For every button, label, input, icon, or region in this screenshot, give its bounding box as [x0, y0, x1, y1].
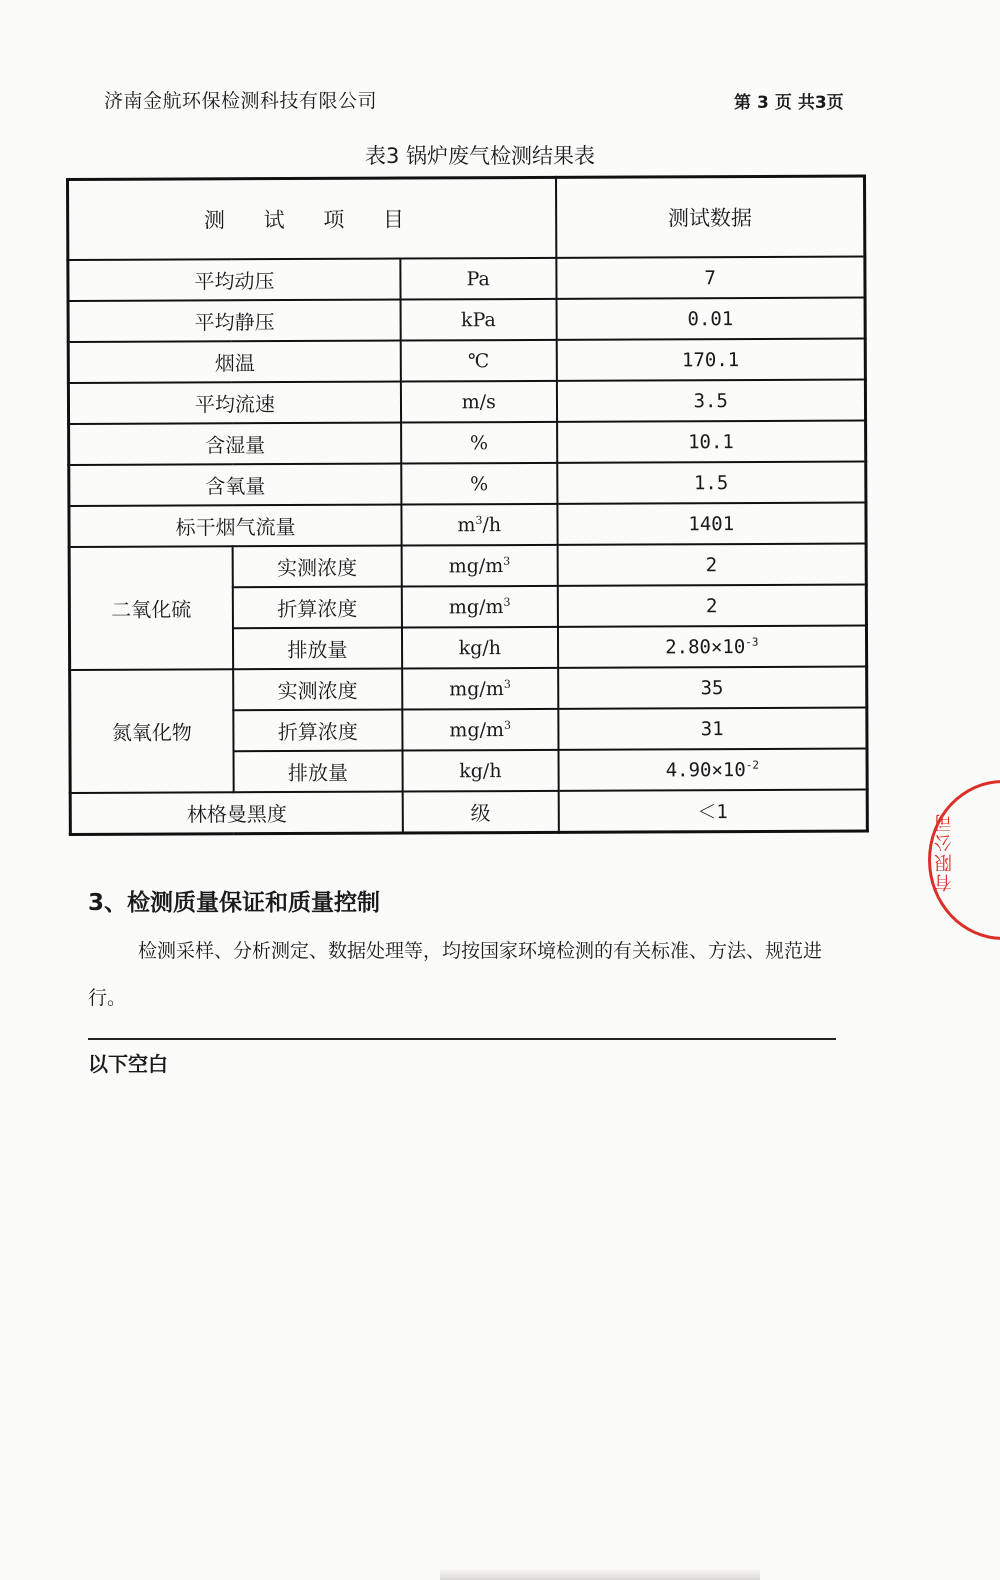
row-value: ＜1 — [558, 790, 867, 833]
blank-note: 以下空白 — [88, 1052, 168, 1076]
table-row — [68, 257, 865, 301]
page-number: 3 — [757, 93, 769, 113]
row-value: 2 — [557, 544, 866, 586]
row-subname: 排放量 — [233, 628, 402, 670]
row-value — [558, 626, 867, 668]
table-row — [68, 380, 865, 424]
row-unit: ℃ — [401, 340, 557, 382]
page-total: 共3页 — [797, 93, 844, 113]
row-unit — [401, 504, 557, 546]
row-value: 10.1 — [557, 421, 866, 463]
row-name: 含湿量 — [69, 423, 402, 465]
table-row — [70, 790, 867, 835]
table-row — [68, 339, 865, 383]
row-unit: m/s — [401, 381, 557, 423]
unit-sup: 3 — [503, 718, 512, 732]
unit-sup: 3 — [503, 595, 511, 609]
row-subname: 排放量 — [233, 751, 402, 793]
header-test-item: 测 试 项 目 — [68, 177, 556, 260]
row-unit: kg/h — [403, 750, 559, 792]
row-value: 1.5 — [557, 462, 866, 504]
divider-line — [88, 1038, 836, 1040]
row-value: 0.01 — [556, 298, 865, 340]
table-row — [69, 503, 866, 547]
row-value: 170.1 — [556, 339, 865, 381]
scan-edge — [440, 1568, 760, 1580]
row-name: 含氧量 — [69, 464, 402, 506]
so2-group-label: 二氧化硫 — [69, 546, 233, 670]
table-row — [70, 667, 867, 711]
row-subname: 实测浓度 — [232, 546, 401, 588]
row-subname: 实测浓度 — [233, 669, 402, 711]
row-name: 平均动压 — [68, 259, 401, 301]
table-caption: 表3 锅炉废气检测结果表 — [364, 144, 596, 168]
row-value: 1401 — [557, 503, 866, 545]
row-value — [558, 749, 867, 791]
unit-base: m — [457, 513, 476, 536]
unit-sup: 3 — [503, 554, 511, 568]
row-subname: 折算浓度 — [233, 587, 402, 629]
row-unit — [402, 545, 558, 587]
table-row — [69, 421, 866, 465]
unit-base: mg/m — [449, 718, 505, 741]
row-unit: kg/h — [402, 627, 558, 669]
row-unit — [402, 586, 558, 628]
unit-base: mg/m — [449, 677, 504, 700]
unit-sup: 3 — [475, 513, 483, 527]
row-value: 35 — [558, 667, 867, 709]
company-name: 济南金航环保检测科技有限公司 — [104, 90, 378, 112]
row-name: 标干烟气流量 — [69, 505, 402, 547]
page-mid: 页 — [774, 93, 792, 113]
row-unit: % — [401, 422, 557, 464]
table-row — [69, 462, 866, 506]
row-value: 2 — [557, 585, 866, 627]
row-unit: 级 — [403, 791, 559, 833]
nox-group-label: 氮氧化物 — [70, 669, 234, 793]
value-exponent: -3 — [745, 635, 759, 649]
table-header-row — [68, 176, 865, 260]
unit-sup: 3 — [503, 677, 511, 691]
unit-rest: /h — [482, 513, 502, 536]
header-test-data: 测试数据 — [556, 176, 865, 258]
results-table — [66, 175, 869, 836]
seal-text: 有限公司 — [934, 812, 955, 892]
row-value: 31 — [558, 708, 867, 750]
row-name: 平均流速 — [68, 382, 401, 424]
row-value: 3.5 — [556, 380, 865, 422]
row-unit — [402, 668, 558, 710]
row-value: 7 — [556, 257, 865, 299]
value-base: 4.90×10 — [665, 758, 746, 781]
section-body: 检测采样、分析测定、数据处理等，均按国家环境检测的有关标准、方法、规范进行。 — [88, 940, 823, 1009]
row-name: 烟温 — [68, 341, 401, 383]
row-unit — [402, 709, 558, 751]
row-name: 林格曼黑度 — [70, 792, 403, 835]
table-row — [68, 298, 865, 342]
value-base: 2.80×10 — [665, 635, 746, 658]
page-indicator — [734, 88, 850, 113]
value-exponent: -2 — [745, 758, 760, 772]
row-unit: kPa — [401, 299, 557, 341]
unit-base: mg/m — [448, 554, 504, 577]
row-unit: % — [401, 463, 557, 505]
row-name: 平均静压 — [68, 300, 401, 342]
section-title: 3、检测质量保证和质量控制 — [88, 890, 381, 916]
row-subname: 折算浓度 — [233, 710, 402, 752]
table-row — [69, 544, 866, 588]
page-prefix: 第 — [734, 93, 751, 113]
unit-base: mg/m — [448, 595, 504, 618]
row-unit: Pa — [400, 258, 556, 300]
